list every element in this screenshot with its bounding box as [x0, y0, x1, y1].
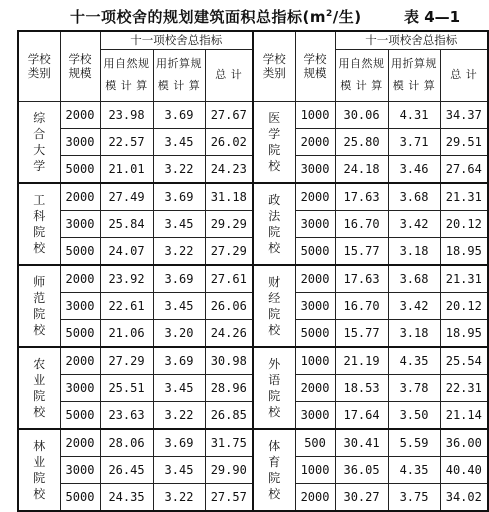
natural-cell: 25.80: [335, 128, 388, 155]
natural-cell: 24.18: [335, 155, 388, 183]
scale-cell: 5000: [295, 237, 335, 265]
category-char: 校: [33, 240, 46, 255]
total-cell: 20.12: [440, 210, 488, 237]
converted-cell: 3.45: [153, 456, 205, 483]
converted-cell: 3.78: [388, 374, 440, 401]
natural-cell: 36.05: [335, 456, 388, 483]
natural-cell: 22.57: [100, 128, 153, 155]
category-char: 大: [33, 142, 46, 157]
category-char: 校: [268, 486, 281, 501]
header-converted-right: 用折算规 模 计 算: [388, 49, 440, 101]
converted-cell: 3.45: [153, 374, 205, 401]
category-char: 外: [268, 356, 281, 371]
total-cell: 31.18: [205, 183, 253, 211]
scale-cell: 3000: [60, 128, 100, 155]
header-indicator-left: 十一项校舍总指标: [100, 31, 253, 49]
category-char: 院: [268, 388, 281, 403]
category-char: 农: [33, 356, 46, 371]
converted-cell: 3.69: [153, 183, 205, 211]
scale-cell: 2000: [295, 265, 335, 293]
category-char: 财: [268, 274, 281, 289]
scale-cell: 3000: [295, 210, 335, 237]
scale-cell: 1000: [295, 101, 335, 128]
natural-cell: 16.70: [335, 292, 388, 319]
total-cell: 21.14: [440, 401, 488, 429]
category-char: 体: [268, 438, 281, 453]
category-char: 院: [268, 224, 281, 239]
converted-cell: 3.18: [388, 237, 440, 265]
converted-cell: 3.45: [153, 210, 205, 237]
table-row: [18, 183, 488, 211]
scale-cell: 500: [295, 429, 335, 457]
converted-cell: 4.31: [388, 101, 440, 128]
converted-cell: 3.45: [153, 292, 205, 319]
scale-cell: 1000: [295, 456, 335, 483]
total-cell: 21.31: [440, 183, 488, 211]
scale-cell: 2000: [295, 374, 335, 401]
category-char: 业: [33, 454, 46, 469]
category-char: 合: [33, 126, 46, 141]
natural-cell: 22.61: [100, 292, 153, 319]
category-cell: [18, 347, 60, 429]
converted-cell: 3.69: [153, 265, 205, 293]
category-char: 育: [268, 454, 281, 469]
scale-cell: 3000: [60, 210, 100, 237]
scale-cell: 3000: [60, 456, 100, 483]
total-cell: 27.64: [440, 155, 488, 183]
converted-cell: 3.20: [153, 319, 205, 347]
converted-cell: 4.35: [388, 347, 440, 375]
converted-cell: 3.42: [388, 210, 440, 237]
category-cell: [18, 429, 60, 511]
converted-cell: 3.18: [388, 319, 440, 347]
category-char: 学: [268, 126, 281, 141]
natural-cell: 23.92: [100, 265, 153, 293]
scale-cell: 2000: [295, 183, 335, 211]
category-cell: [253, 429, 295, 511]
total-cell: 31.75: [205, 429, 253, 457]
category-char: 师: [33, 274, 46, 289]
converted-cell: 3.68: [388, 265, 440, 293]
category-char: 校: [268, 158, 281, 173]
category-char: 院: [268, 142, 281, 157]
converted-cell: 3.46: [388, 155, 440, 183]
scale-cell: 5000: [60, 401, 100, 429]
natural-cell: 23.98: [100, 101, 153, 128]
category-char: 法: [268, 208, 281, 223]
scale-cell: 2000: [295, 483, 335, 511]
converted-cell: 3.22: [153, 237, 205, 265]
scale-cell: 2000: [60, 183, 100, 211]
table-row: [18, 429, 488, 457]
total-cell: 27.57: [205, 483, 253, 511]
converted-cell: 3.22: [153, 155, 205, 183]
natural-cell: 17.64: [335, 401, 388, 429]
total-cell: 21.31: [440, 265, 488, 293]
category-cell: [18, 101, 60, 183]
converted-cell: 3.68: [388, 183, 440, 211]
converted-cell: 3.71: [388, 128, 440, 155]
natural-cell: 21.19: [335, 347, 388, 375]
scale-cell: 5000: [60, 237, 100, 265]
category-char: 院: [33, 470, 46, 485]
natural-cell: 30.41: [335, 429, 388, 457]
table-row: [18, 101, 488, 128]
total-cell: 26.06: [205, 292, 253, 319]
total-cell: 29.51: [440, 128, 488, 155]
natural-cell: 24.07: [100, 237, 153, 265]
total-cell: 24.23: [205, 155, 253, 183]
total-cell: 18.95: [440, 237, 488, 265]
converted-cell: 3.50: [388, 401, 440, 429]
category-char: 校: [268, 404, 281, 419]
total-cell: 30.98: [205, 347, 253, 375]
total-cell: 29.29: [205, 210, 253, 237]
total-cell: 28.96: [205, 374, 253, 401]
total-cell: 26.02: [205, 128, 253, 155]
total-cell: 34.37: [440, 101, 488, 128]
header-converted-left: 用折算规 模 计 算: [153, 49, 205, 101]
natural-cell: 15.77: [335, 237, 388, 265]
header-indicator-right: 十一项校舍总指标: [335, 31, 488, 49]
header-natural-right: 用自然规 模 计 算: [335, 49, 388, 101]
converted-cell: 5.59: [388, 429, 440, 457]
scale-cell: 2000: [295, 128, 335, 155]
natural-cell: 21.06: [100, 319, 153, 347]
converted-cell: 3.45: [153, 128, 205, 155]
header-total-right: 总 计: [440, 49, 488, 101]
header-natural-left: 用自然规 模 计 算: [100, 49, 153, 101]
category-char: 院: [33, 388, 46, 403]
category-char: 科: [33, 208, 46, 223]
natural-cell: 25.51: [100, 374, 153, 401]
category-char: 工: [33, 192, 46, 207]
scale-cell: 3000: [60, 374, 100, 401]
scale-cell: 2000: [60, 101, 100, 128]
category-char: 学: [33, 158, 46, 173]
indicator-table: [17, 30, 489, 512]
converted-cell: 3.69: [153, 347, 205, 375]
scale-cell: 3000: [295, 401, 335, 429]
total-cell: 27.67: [205, 101, 253, 128]
scale-cell: 5000: [60, 483, 100, 511]
table-row: [18, 347, 488, 375]
header-scale-left: 学校 规模: [60, 31, 100, 101]
total-cell: 20.12: [440, 292, 488, 319]
total-cell: 22.31: [440, 374, 488, 401]
category-char: 院: [268, 306, 281, 321]
total-cell: 27.29: [205, 237, 253, 265]
total-cell: 24.26: [205, 319, 253, 347]
natural-cell: 17.63: [335, 183, 388, 211]
natural-cell: 23.63: [100, 401, 153, 429]
converted-cell: 3.69: [153, 429, 205, 457]
category-cell: [253, 101, 295, 183]
category-char: 校: [33, 404, 46, 419]
converted-cell: 3.22: [153, 483, 205, 511]
total-cell: 18.95: [440, 319, 488, 347]
category-cell: [18, 265, 60, 347]
total-cell: 34.02: [440, 483, 488, 511]
total-cell: 36.00: [440, 429, 488, 457]
category-char: 校: [268, 322, 281, 337]
category-char: 语: [268, 372, 281, 387]
total-cell: 25.54: [440, 347, 488, 375]
category-cell: [253, 347, 295, 429]
category-cell: [253, 183, 295, 265]
category-char: 院: [33, 224, 46, 239]
category-char: 校: [33, 486, 46, 501]
total-cell: 29.90: [205, 456, 253, 483]
header-total-left: 总 计: [205, 49, 253, 101]
table-row: [18, 265, 488, 293]
scale-cell: 5000: [60, 155, 100, 183]
category-char: 校: [268, 240, 281, 255]
header-category-right: 学校 类别: [253, 31, 295, 101]
category-cell: [253, 265, 295, 347]
category-char: 经: [268, 290, 281, 305]
natural-cell: 15.77: [335, 319, 388, 347]
table-number: 表 4—1: [404, 8, 461, 26]
title-main: 十一项校舍的规划建筑面积总指标($m^2/$生): [70, 8, 362, 26]
table-body: [18, 101, 488, 511]
scale-cell: 3000: [295, 292, 335, 319]
natural-cell: 28.06: [100, 429, 153, 457]
scale-cell: 1000: [295, 347, 335, 375]
natural-cell: 30.06: [335, 101, 388, 128]
natural-cell: 16.70: [335, 210, 388, 237]
total-cell: 40.40: [440, 456, 488, 483]
category-char: 政: [268, 192, 281, 207]
scale-cell: 2000: [60, 429, 100, 457]
converted-cell: 3.69: [153, 101, 205, 128]
category-char: 林: [33, 438, 46, 453]
category-char: 院: [33, 306, 46, 321]
header-scale-right: 学校 规模: [295, 31, 335, 101]
natural-cell: 21.01: [100, 155, 153, 183]
category-char: 校: [33, 322, 46, 337]
category-cell: [18, 183, 60, 265]
category-char: 医: [268, 110, 281, 125]
scale-cell: 2000: [60, 265, 100, 293]
scale-cell: 3000: [60, 292, 100, 319]
converted-cell: 4.35: [388, 456, 440, 483]
category-char: 业: [33, 372, 46, 387]
total-cell: 27.61: [205, 265, 253, 293]
converted-cell: 3.75: [388, 483, 440, 511]
natural-cell: 26.45: [100, 456, 153, 483]
natural-cell: 24.35: [100, 483, 153, 511]
total-cell: 26.85: [205, 401, 253, 429]
natural-cell: 25.84: [100, 210, 153, 237]
scale-cell: 3000: [295, 155, 335, 183]
table-title: [0, 4, 489, 28]
header-category-left: 学校 类别: [18, 31, 60, 101]
natural-cell: 18.53: [335, 374, 388, 401]
scale-cell: 2000: [60, 347, 100, 375]
converted-cell: 3.22: [153, 401, 205, 429]
scale-cell: 5000: [295, 319, 335, 347]
natural-cell: 27.49: [100, 183, 153, 211]
scale-cell: 5000: [60, 319, 100, 347]
natural-cell: 27.29: [100, 347, 153, 375]
converted-cell: 3.42: [388, 292, 440, 319]
natural-cell: 30.27: [335, 483, 388, 511]
category-char: 综: [33, 110, 46, 125]
natural-cell: 17.63: [335, 265, 388, 293]
category-char: 院: [268, 470, 281, 485]
category-char: 范: [33, 290, 46, 305]
